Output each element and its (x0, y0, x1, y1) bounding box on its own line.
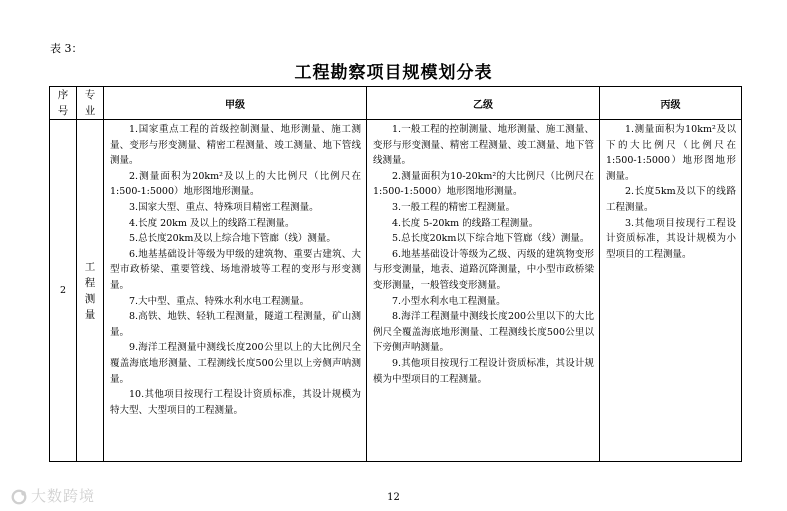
list-item: 8.海洋工程测量中测线长度200公里以下的大比例尺全覆盖海底地形测量、工程测线长度500公里以下旁侧声呐测量。 (373, 311, 594, 354)
list-item: 7.小型水利水电工程测量。 (392, 295, 506, 307)
list-item: 5.总长度20km以下综合地下管廊（线）测量。 (392, 233, 590, 245)
watermark-logo-icon (10, 488, 28, 506)
list-item: 3.其他项目按现行工程设计资质标准，其设计规模为小型项目的工程测量。 (606, 217, 736, 260)
list-item: 2.测量面积为10-20km²的大比例尺（比例尺在1:500-1:5000）地形图地形测量。 (373, 170, 594, 198)
list-item: 8.高铁、地铁、轻轨工程测量，隧道工程测量，矿山测量。 (110, 311, 361, 338)
list-item: 7.大中型、重点、特殊水利水电工程测量。 (129, 295, 310, 307)
table-header-row (50, 87, 742, 120)
list-item: 9.海洋工程测量中测线长度200公里以上的大比例尺全覆盖海底地形测量、工程测线长度500公里以上旁侧声呐测量。 (110, 342, 361, 385)
page-title: 工程勘察项目规模划分表 (294, 63, 493, 83)
cell-seq: 2 (50, 120, 77, 462)
list-item: 3.国家大型、重点、特殊项目精密工程测量。 (129, 201, 319, 213)
header-grade-c: 丙级 (600, 87, 742, 120)
list-item: 6.地基基础设计等级为乙级、丙级的建筑物变形与形变测量，地表、道路沉降测量，中小型市政桥梁变形测量，一般管线变形测量。 (373, 248, 594, 291)
watermark-text: 大数跨境 (31, 487, 96, 505)
list-item: 1.测量面积为10km²及以下的大比例尺（比例尺在1:500-1:5000）地形图地形测量。 (606, 124, 736, 182)
list-item: 10.其他项目按现行工程设计资质标准，其设计规模为特大型、大型项目的工程测量。 (110, 389, 361, 416)
header-grade-a: 甲级 (104, 87, 367, 120)
header-grade-b: 乙级 (367, 87, 600, 120)
grade-c-list (600, 120, 741, 264)
page-number: 12 (387, 492, 400, 503)
list-item: 2.测量面积为20km²及以上的大比例尺（比例尺在1:500-1:5000）地形图地形测量。 (110, 170, 361, 198)
list-item: 3.一般工程的精密工程测量。 (392, 201, 516, 213)
list-item: 6.地基基础设计等级为甲级的建筑物、重要古建筑、大型市政桥梁、重要管线、场地滑坡等工程的变形与形变测量。 (110, 248, 361, 291)
list-item: 4.长度 20km 及以上的线路工程测量。 (129, 217, 295, 229)
list-item: 4.长度 5-20km 的线路工程测量。 (392, 217, 539, 229)
list-item: 5.总长度20km及以上综合地下管廊（线）测量。 (129, 233, 336, 245)
header-specialty: 专业 (77, 87, 104, 120)
header-seq: 序号 (50, 87, 77, 120)
table-row (50, 120, 742, 462)
cell-grade-a (104, 120, 367, 462)
grade-a-list (104, 120, 366, 420)
cell-grade-c (600, 120, 742, 462)
scale-classification-table (49, 86, 742, 462)
watermark (10, 485, 95, 506)
cell-specialty: 工程测量 (77, 120, 104, 462)
table-caption: 表 3： (50, 42, 83, 55)
list-item: 9.其他项目按现行工程设计资质标准，其设计规模为中型项目的工程测量。 (373, 357, 594, 385)
list-item: 2.长度5km及以下的线路工程测量。 (606, 186, 736, 213)
list-item: 1.一般工程的控制测量、地形测量、施工测量、变形与形变测量、精密工程测量、竣工测量、地下管线测量。 (373, 124, 594, 167)
grade-b-list (367, 120, 599, 389)
list-item: 1.国家重点工程的首级控制测量、地形测量、施工测量、变形与形变测量、精密工程测量、竣工测量、地下管线测量。 (110, 124, 361, 167)
cell-grade-b (367, 120, 600, 462)
